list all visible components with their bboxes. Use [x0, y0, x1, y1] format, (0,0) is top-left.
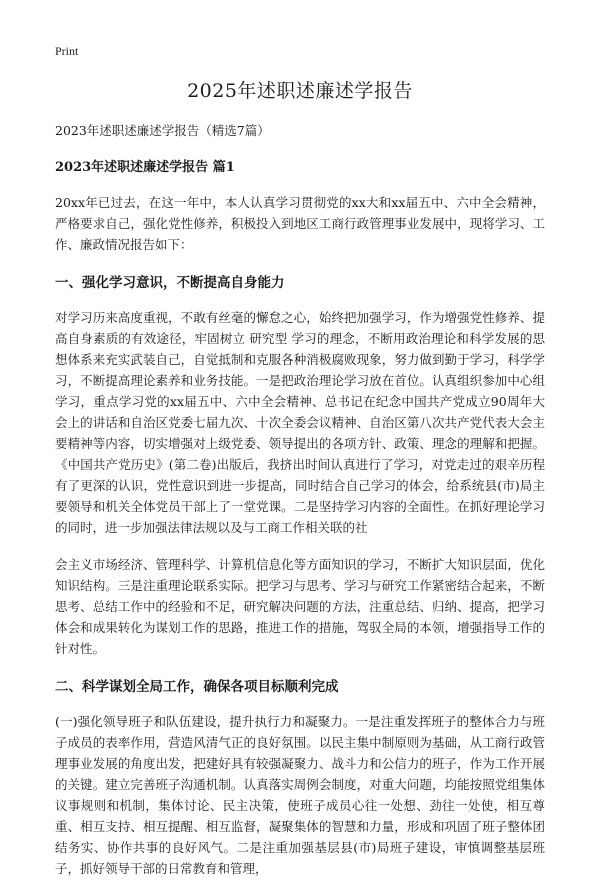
paragraph-1: 对学习历来高度重视，不敢有丝毫的懈怠之心，始终把加强学习，作为增强党性修养、提高自身素质的有效途径，牢固树立 研究型 学习的理念，不断用政治理论和科学发展的思想体系来充实武装自己，自觉抵制和克服各种消极腐败现象，努力做到勤于学习，科学学习，不断提高理论素养和业务技能。一是把政治理论学习放在首位。认真组织参加中心组学习，重点学习党的xx届五中、六中全会精神、总书记在纪念中国共产党成立90周年大会上的讲话和自治区党委七届九次、十次全委会议精神、自治区第八次共产党代表大会主要精神等内容，切实增强对上级党委、领导提出的各项方针、政策、理念的理解和把握。《中国共产党历史》(第二卷)出版后，我挤出时间认真进行了学习，对党走过的艰辛历程有了更深的认识，党性意识到进一步提高，同时结合自己学习的体会，给系统县(市)局主要领导和机关全体党员干部上了一堂党课。二是坚持学习内容的全面性。在抓好理论学习的同时，进一步加强法律法规以及与工商工作相关联的社	[55, 310, 545, 535]
heading-2: 二、科学谋划全局工作，确保各项目标顺利完成	[55, 679, 339, 695]
print-link[interactable]: Print	[55, 44, 79, 58]
paragraph-2: 会主义市场经济、管理科学、计算机信息化等方面知识的学习，不断扩大知识层面，优化知识结构。三是注重理论联系实际。把学习与思考、学习与研究工作紧密结合起来，不断思考、总结工作中的经验和不足，研究解决问题的方法，注重总结、归纳、提高，把学习体会和成果转化为谋划工作的思路，推进工作的措施，驾驭全局的本领，增强指导工作的针对性。	[55, 557, 545, 656]
heading-1: 一、强化学习意识，不断提高自身能力	[55, 275, 285, 291]
document-subtitle: 2023年述职述廉述学报告（精选7篇）	[55, 123, 270, 138]
intro-paragraph: 20xx年已过去，在这一年中，本人认真学习贯彻党的xx大和xx届五中、六中全会精神，严格要求自己，强化党性修养，积极投入到地区工商行政管理事业发展中，现将学习、工作、廉政情况报告如下：	[55, 195, 545, 252]
paragraph-3: (一)强化领导班子和队伍建设，提升执行力和凝聚力。一是注重发挥班子的整体合力与班子成员的表率作用，营造风清气正的良好氛围。以民主集中制原则为基础，从工商行政管理事业发展的角度出发，把建好具有较强凝聚力、战斗力和公信力的班子，作为工作开展的关键。建立完善班子沟通机制。认真落实周例会制度，对重大问题，均能按照党组集体议事规则和机制，集体讨论、民主决策，使班子成员心往一处想、劲往一处使，相互尊重、相互支持、相互提醒、相互监督，凝聚集体的智慧和力量，形成和巩固了班子整体团结务实、协作共事的良好风气。二是注重加强基层县(市)局班子建设，审慎调整基层班子，抓好领导干部的日常教育和管理，	[55, 714, 545, 876]
section-heading: 2023年述职述廉述学报告 篇1	[55, 160, 235, 175]
document-title: 2025年述职述廉述学报告	[187, 80, 413, 102]
document-body	[55, 76, 545, 895]
